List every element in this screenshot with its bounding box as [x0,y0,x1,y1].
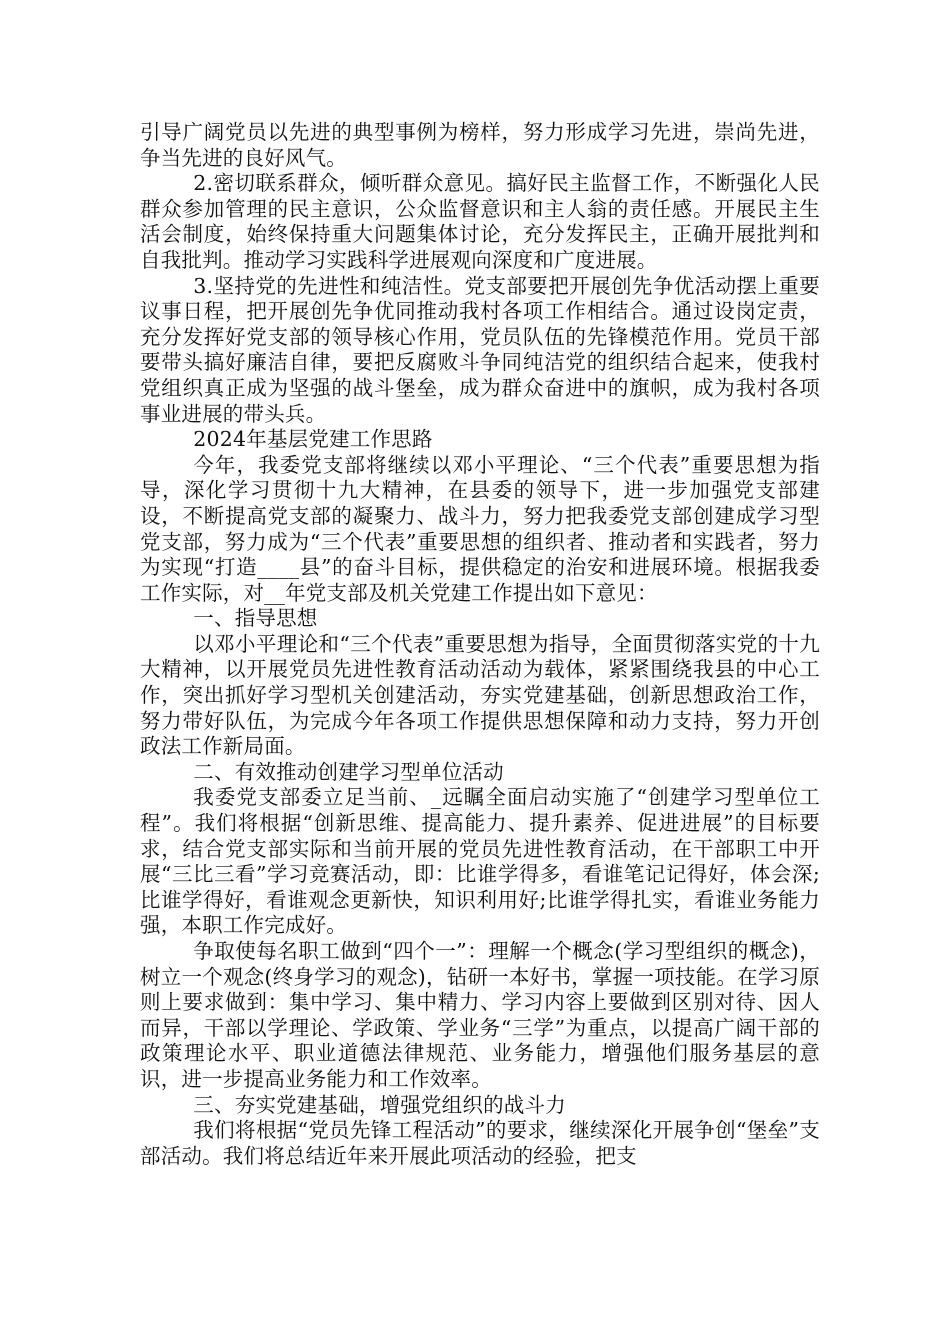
heading-guiding-thought: 一、指导思想 [193,606,318,631]
paragraph-item-2: 2.密切联系群众，倾听群众意见。搞好民主监督工作，不断强化人民群众参加管理的民主意识，公众监督意识和主人翁的责任感。开展民主生活会制度，始终保持重大问题集体讨论，充分发挥民主，正确开展批判和自我批判。推动学习实践科学进展观向深度和广度进展。 [140,171,820,272]
paragraph-learning-unit: 我委党支部委立足当前、_远瞩全面启动实施了“创建学习型单位工程”。我们将根据“创新思维、提高能力、提升素养、促进进展”的目标要求，结合党支部实际和当前开展的党员先进性教育活动，在干部职工中开展“三比三看”学习竞赛活动，即：比谁学得多，看谁笔记记得好，体会深;比谁学得好，看谁观念更新快，知识利用好;比谁学得扎实，看谁业务能力强，本职工作完成好。 [140,785,820,938]
paragraph-guiding-thought: 以邓小平理论和“三个代表”重要思想为指导，全面贯彻落实党的十九大精神，以开展党员先进性教育活动活动为载体，紧紧围绕我县的中心工作，突出抓好学习型机关创建活动，夯实党建基础，创新思想政治工作，努力带好队伍，为完成今年各项工作提供思想保障和动力支持，努力开创政法工作新局面。 [140,631,820,759]
heading-party-foundation: 三、夯实党建基础，增强党组织的战斗力 [193,1092,566,1117]
paragraph-intro: 引导广阔党员以先进的典型事例为榜样，努力形成学习先进，崇尚先进，争当先进的良好风气。 [140,120,820,170]
heading-learning-unit: 二、有效推动创建学习型单位活动 [193,759,504,784]
document-page [140,120,820,1169]
section-title: 2024年基层党建工作思路 [193,427,433,452]
paragraph-item-3: 3.坚持党的先进性和纯洁性。党支部要把开展创先争优活动摆上重要议事日程，把开展创先争优同推动我村各项工作相结合。通过设岗定责，充分发挥好党支部的领导核心作用，党员队伍的先锋模范作用。党员干部要带头搞好廉洁自律，要把反腐败斗争同纯洁党的组织结合起来，使我村党组织真正成为坚强的战斗堡垒，成为群众奋进中的旗帜，成为我村各项事业进展的带头兵。 [140,273,820,426]
paragraph-overview: 今年，我委党支部将继续以邓小平理论、“三个代表”重要思想为指导，深化学习贯彻十九大精神，在县委的领导下，进一步加强党支部建设，不断提高党支部的凝聚力、战斗力，努力把我委党支部创建成学习型党支部，努力成为“三个代表”重要思想的组织者、推动者和实践者，努力为实现“打造____县”的奋斗目标，提供稳定的治安和进展环境。根据我委工作实际，对__年党支部及机关党建工作提出如下意见： [140,452,820,605]
paragraph-four-ones: 争取使每名职工做到“四个一”：理解一个概念(学习型组织的概念)，树立一个观念(终身学习的观念)，钻研一本好书，掌握一项技能。在学习原则上要求做到：集中学习、集中精力、学习内容上要做到区别对待、因人而异，干部以学理论、学政策、学业务“三学”为重点，以提高广阔干部的政策理论水平、职业道德法律规范、业务能力，增强他们服务基层的意识，进一步提高业务能力和工作效率。 [140,939,820,1091]
paragraph-party-foundation: 我们将根据“党员先锋工程活动”的要求，继续深化开展争创“堡垒”支部活动。我们将总结近年来开展此项活动的经验，把支 [140,1118,820,1168]
